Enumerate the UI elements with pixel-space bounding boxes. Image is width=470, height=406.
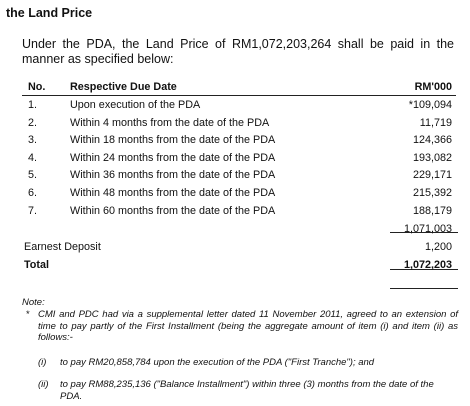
row-amount: 193,082 xyxy=(412,151,452,164)
note-item-text: to pay RM88,235,136 ("Balance Installment") within three (3) months from the date of the PDA. xyxy=(60,379,434,402)
table-row xyxy=(22,96,456,114)
row-due-date: Within 24 months from the date of the PDA xyxy=(70,151,276,164)
row-due-date: Within 48 months from the date of the PDA xyxy=(70,186,276,199)
row-amount: 124,366 xyxy=(412,134,452,147)
row-no: 4. xyxy=(28,151,38,164)
row-amount: *109,094 xyxy=(408,99,452,111)
note-item-numeral: (ii) xyxy=(38,379,49,390)
row-no: 3. xyxy=(28,134,38,147)
row-due-date: Within 4 months from the date of the PDA xyxy=(70,116,270,129)
table-row xyxy=(22,202,456,220)
table-row xyxy=(22,131,456,149)
row-no: 6. xyxy=(28,186,38,199)
row-amount: 215,392 xyxy=(412,186,452,199)
total-bottom-rule xyxy=(390,288,458,289)
earnest-deposit-label: Earnest Deposit xyxy=(24,241,101,254)
table-row xyxy=(22,166,456,184)
section-heading: the Land Price xyxy=(6,6,93,20)
row-amount: 229,171 xyxy=(412,169,452,182)
row-due-date: Within 60 months from the date of the PDA xyxy=(70,204,276,217)
note-item-numeral: (i) xyxy=(38,357,47,368)
note-item-text: to pay RM20,858,784 upon the execution of the PDA ("First Tranche"); and xyxy=(60,357,375,368)
table-header-row xyxy=(22,80,456,96)
row-due-date: Within 36 months from the date of the PDA xyxy=(70,169,276,182)
row-no: 5. xyxy=(28,169,38,182)
row-due-date: Upon execution of the PDA xyxy=(70,99,201,111)
row-no: 1. xyxy=(28,99,38,111)
row-amount: 188,179 xyxy=(412,204,452,217)
total-amount: 1,072,203 xyxy=(403,258,452,271)
subtotal-amount: 1,071,003 xyxy=(403,223,452,236)
total-row xyxy=(22,256,456,274)
subtotal-row xyxy=(22,219,456,238)
intro-paragraph: Under the PDA, the Land Price of RM1,072,203,264 shall be paid in the manner as specified below: xyxy=(22,37,454,66)
earnest-deposit-row xyxy=(22,238,456,256)
total-label: Total xyxy=(24,258,49,271)
note-asterisk: * xyxy=(26,309,30,320)
row-amount: 11,719 xyxy=(419,116,452,129)
header-amount: RM'000 xyxy=(414,81,452,93)
row-no: 2. xyxy=(28,116,38,129)
note-title: Note: xyxy=(22,297,45,308)
header-due-date: Respective Due Date xyxy=(70,81,177,93)
note-body: CMI and PDC had via a supplemental letter dated 11 November 2011, agreed to an extension of time to pay partly of the First Installment (being the aggregate amount of item (i) and item (ii) as follows:- xyxy=(38,309,458,343)
table-row xyxy=(22,184,456,202)
payment-schedule-table xyxy=(22,80,456,273)
row-no: 7. xyxy=(28,204,38,217)
table-row xyxy=(22,149,456,167)
earnest-deposit-amount: 1,200 xyxy=(424,241,452,254)
row-due-date: Within 18 months from the date of the PDA xyxy=(70,134,276,147)
header-no: No. xyxy=(28,81,46,93)
table-row xyxy=(22,114,456,132)
